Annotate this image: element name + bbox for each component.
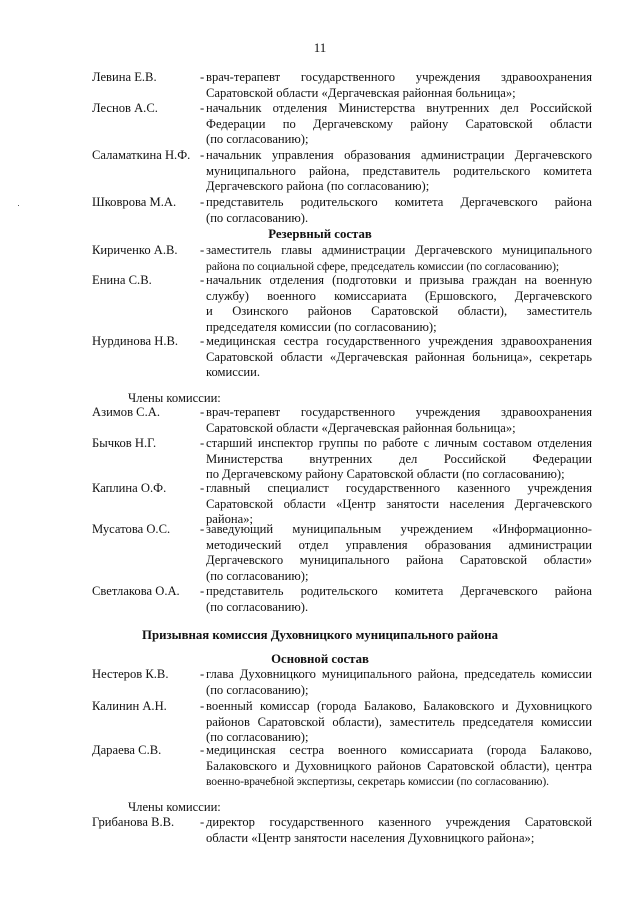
dash: - bbox=[200, 436, 205, 450]
person-description bbox=[206, 699, 592, 746]
description-line: района по социальной сфере, председатель комиссии (по согласованию); bbox=[206, 259, 559, 273]
description-line: по Дергачевскому району Саратовской области (по согласованию); bbox=[206, 467, 565, 482]
person-name: Нурдинова Н.В. bbox=[92, 334, 179, 348]
dash: - bbox=[200, 815, 205, 829]
dash: - bbox=[200, 405, 205, 419]
description-line: (по согласованию). bbox=[206, 210, 309, 225]
dash: - bbox=[200, 584, 205, 598]
description-line: заведующий муниципальным учреждением «Информационно- bbox=[206, 522, 592, 536]
description-line: Саратовской области «Центр занятости населения Дергачевского bbox=[206, 496, 592, 511]
person-description bbox=[206, 436, 592, 483]
person-name: Леснов А.С. bbox=[92, 101, 158, 115]
description-line: методический отдел управления образования администрации bbox=[206, 537, 592, 552]
description-line: военно-врачебной экспертизы, секретарь комиссии (по согласованию). bbox=[206, 775, 549, 789]
description-line: службу) военного комиссариата (Ершовского, Дергачевского bbox=[206, 288, 592, 303]
description-line: Балаковского и Духовницкого районов Саратовской области), центра bbox=[206, 758, 592, 773]
margin-mark bbox=[18, 205, 19, 206]
description-line: заместитель главы администрации Дергачевского муниципального bbox=[206, 243, 592, 257]
commission-heading: Призывная комиссия Духовницкого муниципального района bbox=[142, 628, 498, 642]
person-name: Бычков Н.Г. bbox=[92, 436, 157, 450]
dash: - bbox=[200, 101, 205, 115]
person-name: Шковрова М.А. bbox=[92, 195, 177, 209]
person-description bbox=[206, 334, 592, 381]
person-description bbox=[206, 243, 592, 274]
description-line: области «Центр занятости населения Духовницкого района»; bbox=[206, 830, 535, 845]
person-name: Мусатова О.С. bbox=[92, 522, 171, 536]
description-line: врач-терапевт государственного учреждения здравоохранения bbox=[206, 405, 592, 419]
person-name: Енина С.В. bbox=[92, 273, 152, 287]
person-description bbox=[206, 815, 592, 846]
person-name: Грибанова В.В. bbox=[92, 815, 175, 829]
description-line: начальник отделения (подготовки и призыва граждан на военную bbox=[206, 273, 592, 287]
description-line: представитель родительского комитета Дергачевского района bbox=[206, 584, 592, 598]
description-line: комиссии. bbox=[206, 365, 261, 380]
dash: - bbox=[200, 195, 205, 209]
description-line: и Озинского районов Саратовской области), заместитель bbox=[206, 304, 592, 319]
description-line: медицинская сестра государственного учреждения здравоохранения bbox=[206, 334, 592, 348]
person-description bbox=[206, 405, 592, 436]
description-line: врач-терапевт государственного учреждения здравоохранения bbox=[206, 70, 592, 84]
description-line: районов Саратовской области), заместитель председателя комиссии bbox=[206, 714, 592, 729]
description-line: председателя комиссии (по согласованию); bbox=[206, 319, 437, 334]
dash: - bbox=[200, 243, 205, 257]
description-line: глава Духовницкого муниципального района, председатель комиссии bbox=[206, 667, 592, 681]
person-name: Нестеров К.В. bbox=[92, 667, 169, 681]
person-description bbox=[206, 101, 592, 148]
description-line: (по согласованию); bbox=[206, 730, 309, 745]
person-name: Каплина О.Ф. bbox=[92, 481, 167, 495]
reserve-heading: Резервный состав bbox=[268, 227, 372, 241]
description-line: Саратовской области «Дергачевская районная больница», секретарь bbox=[206, 349, 592, 364]
description-line: старший инспектор группы по работе с личным составом отделения bbox=[206, 436, 592, 450]
dash: - bbox=[200, 481, 205, 495]
description-line: района»; bbox=[206, 512, 254, 527]
person-name: Дараева С.В. bbox=[92, 743, 162, 757]
description-line: Дергачевского муниципального района Саратовской области» bbox=[206, 553, 592, 568]
description-line: военный комиссар (города Балаково, Балаковского и Духовницкого bbox=[206, 699, 592, 713]
description-line: муниципального района, представитель родительского комитета bbox=[206, 163, 592, 178]
person-name: Калинин А.Н. bbox=[92, 699, 167, 713]
description-line: директор государственного казенного учреждения Саратовской bbox=[206, 815, 592, 829]
person-description bbox=[206, 522, 592, 584]
page-number: 11 bbox=[313, 40, 327, 55]
main-composition-heading: Основной состав bbox=[271, 652, 369, 666]
dash: - bbox=[200, 743, 205, 757]
dash: - bbox=[200, 148, 205, 162]
person-description bbox=[206, 148, 592, 195]
person-name: Кириченко А.В. bbox=[92, 243, 178, 257]
description-line: медицинская сестра военного комиссариата (города Балаково, bbox=[206, 743, 592, 757]
dash: - bbox=[200, 699, 205, 713]
dash: - bbox=[200, 70, 205, 84]
description-line: Дергачевского района (по согласованию); bbox=[206, 179, 430, 194]
person-name: Левина Е.В. bbox=[92, 70, 157, 84]
person-description bbox=[206, 743, 592, 790]
person-name: Саламаткина Н.Ф. bbox=[92, 148, 191, 162]
description-line: (по согласованию); bbox=[206, 568, 309, 583]
dash: - bbox=[200, 273, 205, 287]
members-label: Члены комиссии: bbox=[128, 800, 221, 814]
description-line: (по согласованию). bbox=[206, 599, 309, 614]
person-description bbox=[206, 273, 592, 335]
person-description bbox=[206, 667, 592, 698]
dash: - bbox=[200, 522, 205, 536]
description-line: начальник отделения Министерства внутренних дел Российской bbox=[206, 101, 592, 115]
description-line: Министерства внутренних дел Российской Федерации bbox=[206, 451, 592, 466]
dash: - bbox=[200, 667, 205, 681]
description-line: (по согласованию); bbox=[206, 132, 309, 147]
description-line: начальник управления образования администрации Дергачевского bbox=[206, 148, 592, 162]
description-line: главный специалист государственного казенного учреждения bbox=[206, 481, 592, 495]
members-label: Члены комиссии: bbox=[128, 391, 221, 405]
description-line: Саратовской области «Дергачевская районная больница»; bbox=[206, 85, 516, 100]
description-line: представитель родительского комитета Дергачевского района bbox=[206, 195, 592, 209]
person-name: Азимов С.А. bbox=[92, 405, 160, 419]
description-line: Саратовской области «Дергачевская районная больница»; bbox=[206, 420, 516, 435]
description-line: (по согласованию); bbox=[206, 682, 309, 697]
person-description bbox=[206, 195, 592, 226]
person-description bbox=[206, 70, 592, 101]
person-description bbox=[206, 481, 592, 528]
description-line: Федерации по Дергачевскому району Саратовской области bbox=[206, 116, 592, 131]
dash: - bbox=[200, 334, 205, 348]
person-name: Светлакова О.А. bbox=[92, 584, 180, 598]
person-description bbox=[206, 584, 592, 615]
